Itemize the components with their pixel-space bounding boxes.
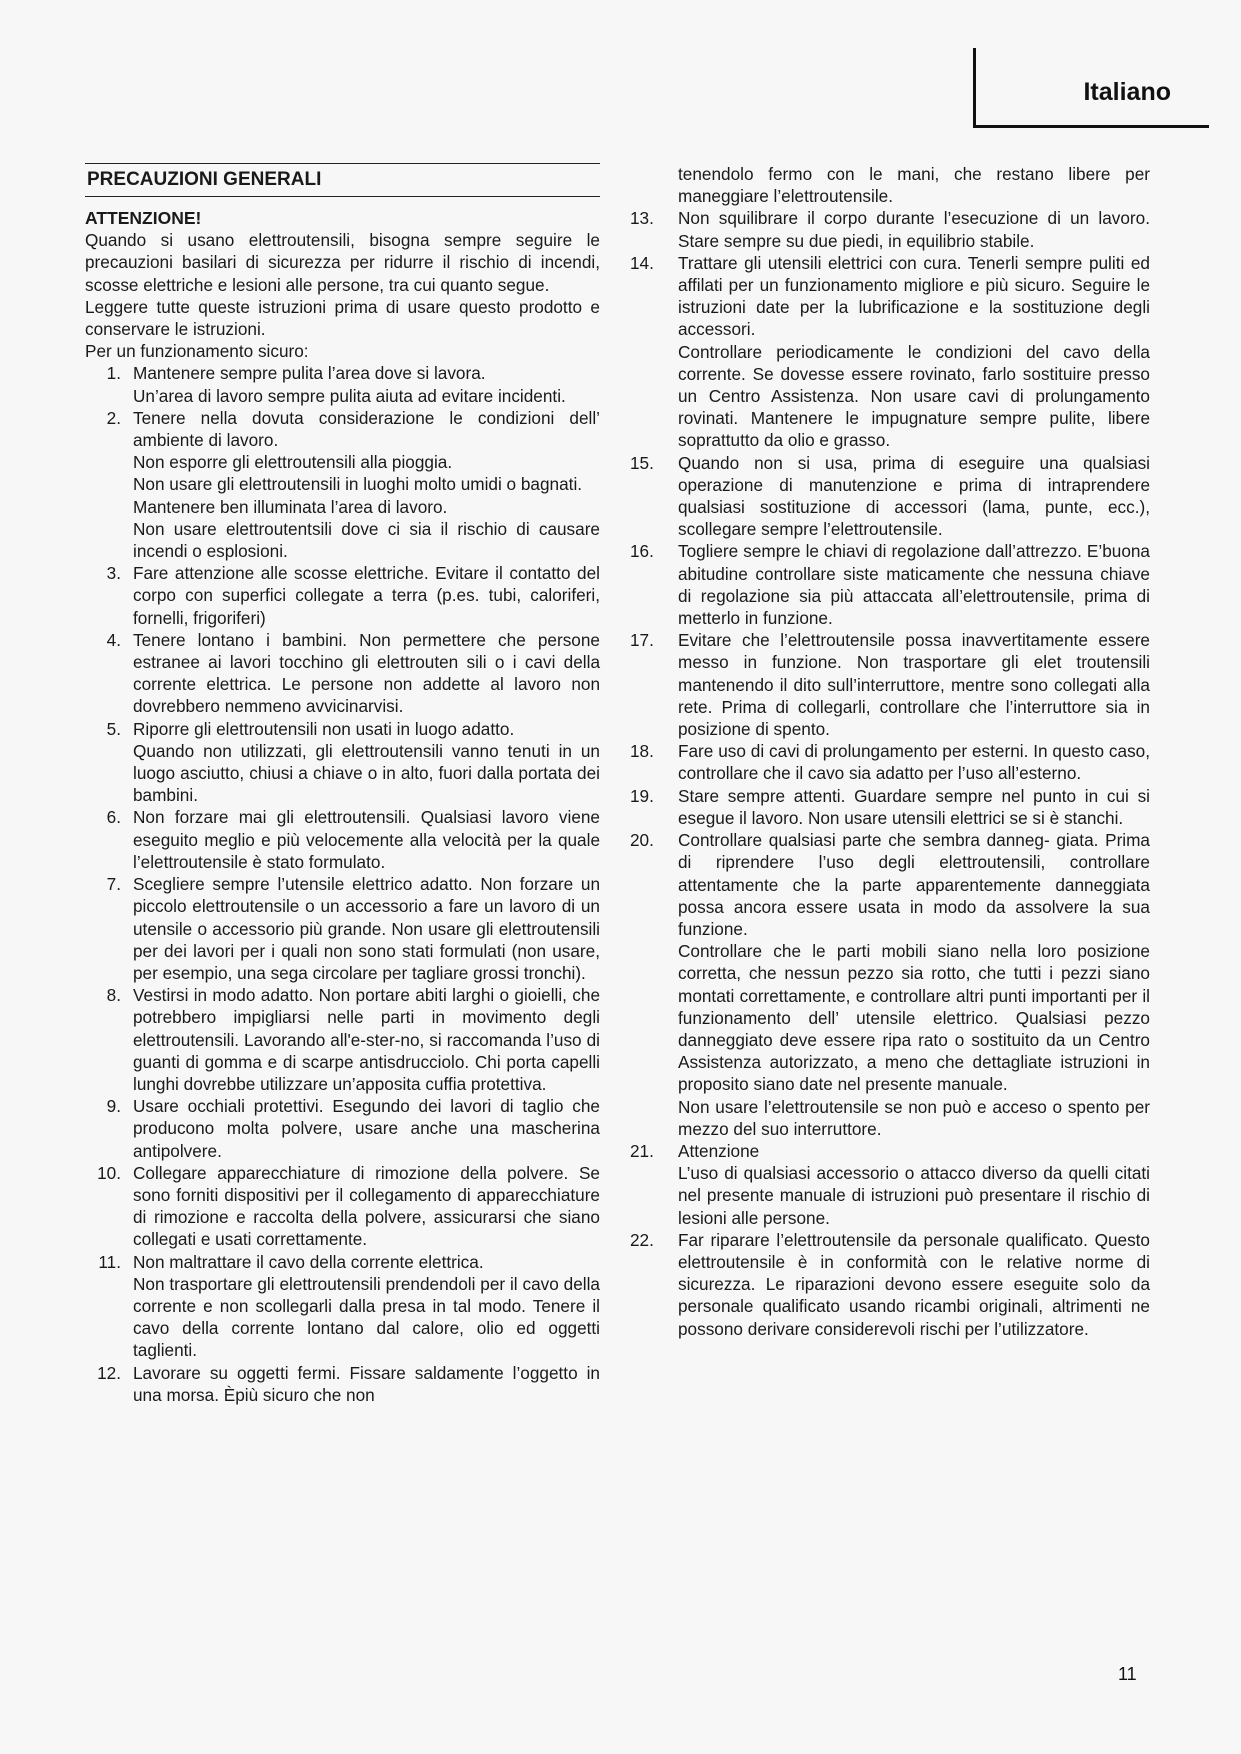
item-number: 10. bbox=[97, 1162, 121, 1183]
list-item bbox=[85, 407, 600, 562]
list-item bbox=[85, 1251, 600, 1362]
list-item bbox=[85, 362, 600, 406]
item-text: Fare attenzione alle scosse elettriche. Evitare il contatto del corpo con superfici collegate a terra (p.es. tubi, caloriferi, fornelli, frigoriferi) bbox=[133, 563, 600, 628]
list-item bbox=[85, 1095, 600, 1162]
item-body bbox=[678, 540, 1150, 629]
item-number: 13. bbox=[630, 208, 654, 229]
item-text: Togliere sempre le chiavi di regolazione dall’attrezzo. E’buona abitudine controllare siste maticamente che nessuna chiave di regolazione sia più attaccata all’elettroutensile, prima di metterlo in funzione. bbox=[678, 541, 1150, 629]
item-body bbox=[133, 562, 600, 629]
list-item bbox=[85, 806, 600, 873]
item-text: Lavorare su oggetti fermi. Fissare saldamente l’oggetto in una morsa. Èpiù sicuro che non bbox=[133, 1362, 600, 1405]
list-item bbox=[630, 252, 1150, 452]
item-body bbox=[678, 452, 1150, 541]
item-body bbox=[133, 873, 600, 984]
item-number: 7. bbox=[106, 874, 121, 895]
item-text: Quando non si usa, prima di eseguire una qualsiasi operazione di manutenzione e prima di intraprendere qualsiasi sostituzione di accessori (lama, punte, ecc.), scollegare sempre l’elettroutensile. bbox=[678, 452, 1150, 540]
item-text: Mantenere sempre pulita l’area dove si lavora. bbox=[133, 363, 486, 384]
item-text: Un’area di lavoro sempre pulita aiuta ad evitare incidenti. bbox=[133, 385, 566, 406]
intro-paragraph: Per un funzionamento sicuro: bbox=[85, 341, 309, 362]
warning-heading: ATTENZIONE! bbox=[85, 208, 202, 228]
item-number: 21. bbox=[630, 1140, 654, 1161]
list-item bbox=[85, 1162, 600, 1251]
item-text: Fare uso di cavi di prolungamento per esterni. In questo caso, controllare che il cavo sia adatto per l’uso all’esterno. bbox=[678, 741, 1150, 784]
item-text: Mantenere ben illuminata l’area di lavoro. bbox=[133, 496, 448, 517]
item-body bbox=[133, 984, 600, 1095]
item-number: 12. bbox=[97, 1362, 121, 1383]
item-number: 20. bbox=[630, 830, 654, 851]
item-number: 16. bbox=[630, 541, 654, 562]
list-item bbox=[630, 452, 1150, 541]
item-body bbox=[133, 806, 600, 873]
item-text: Attenzione bbox=[678, 1140, 760, 1161]
item-body bbox=[133, 407, 600, 562]
item-number: 14. bbox=[630, 252, 654, 273]
list-item bbox=[85, 1362, 600, 1406]
list-item bbox=[630, 1140, 1150, 1229]
item-text: L’uso di qualsiasi accessorio o attacco diverso da quelli citati nel presente manuale di istruzioni può presentare il rischio di lesioni alle persone. bbox=[678, 1163, 1150, 1228]
section-title: PRECAUZIONI GENERALI bbox=[85, 163, 600, 197]
item-text: Riporre gli elettroutensili non usati in luogo adatto. bbox=[133, 718, 515, 739]
list-item bbox=[630, 629, 1150, 740]
item-body bbox=[133, 629, 600, 718]
item-body bbox=[678, 1229, 1150, 1340]
list-item bbox=[630, 740, 1150, 784]
item-text: Non squilibrare il corpo durante l’esecuzione di un lavoro. Stare sempre su due piedi, in equilibrio stabile. bbox=[678, 208, 1150, 251]
item-body bbox=[678, 207, 1150, 251]
item-text: Tenere nella dovuta considerazione le condizioni dell’ ambiente di lavoro. bbox=[133, 407, 600, 451]
item-body bbox=[133, 362, 600, 406]
list-item bbox=[85, 629, 600, 718]
item-text: Tenere lontano i bambini. Non permettere che persone estranee ai lavori tocchino gli elettrouten sili o i cavi della corrente elettrica. Le persone non addette al lavoro non dovrebbero nemmeno avvicinarvisi. bbox=[133, 629, 600, 717]
item-text: Non trasportare gli elettroutensili prendendoli per il cavo della corrente e non scollegarli dalla presa in tal modo. Tenere il cavo della corrente lontano dal calore, olio ed oggetti taglienti. bbox=[133, 1273, 600, 1361]
item-number: 22. bbox=[630, 1229, 654, 1250]
item-number: 18. bbox=[630, 741, 654, 762]
item-text: Vestirsi in modo adatto. Non portare abiti larghi o gioielli, che potrebbero impigliarsi nelle parti in movimento degli elettroutensili. Lavorando all'e-ster-no, si raccomanda l’uso di guanti di gomma e di scarpe antisdrucciolo. Chi porta capelli lunghi dovrebbe utilizzare un’apposita cuffia protettiva. bbox=[133, 985, 600, 1094]
item-number: 19. bbox=[630, 785, 654, 806]
list-item bbox=[630, 207, 1150, 251]
page-number: 11 bbox=[1118, 1664, 1137, 1684]
item-number: 17. bbox=[630, 630, 654, 651]
item-number: 8. bbox=[106, 985, 121, 1006]
list-item bbox=[630, 829, 1150, 1140]
list-item bbox=[630, 1229, 1150, 1340]
item-body bbox=[678, 829, 1150, 1140]
continuation-text: tenendolo fermo con le mani, che restano libere per maneggiare l’elettroutensile. bbox=[678, 164, 1150, 207]
item-text: Scegliere sempre l’utensile elettrico adatto. Non forzare un piccolo elettroutensile o un accessorio a fare un lavoro di un utensile o accessorio più grande. Non usare gli elettroutensili per dei lavori per i quali non sono stati formulati (non usare, per esempio, una sega circolare per tagliare grossi tronchi). bbox=[133, 874, 600, 983]
item-text: Non maltrattare il cavo della corrente elettrica. bbox=[133, 1251, 484, 1272]
item-body bbox=[678, 629, 1150, 740]
item-body bbox=[133, 1162, 600, 1251]
item-number: 6. bbox=[106, 807, 121, 828]
item-number: 5. bbox=[106, 718, 121, 739]
precautions-list-left bbox=[85, 362, 600, 1406]
list-item bbox=[85, 873, 600, 984]
item-text: Usare occhiali protettivi. Esegundo dei lavori di taglio che producono molta polvere, usare anche una mascherina antipolvere. bbox=[133, 1096, 600, 1161]
item-number: 9. bbox=[106, 1096, 121, 1117]
item-text: Non usare gli elettroutensili in luoghi molto umidi o bagnati. bbox=[133, 474, 583, 495]
item-number: 3. bbox=[106, 563, 121, 584]
language-label: Italiano bbox=[1083, 78, 1171, 106]
list-item bbox=[85, 562, 600, 629]
item-text: Non usare elettroutentsili dove ci sia il rischio di causare incendi o esplosioni. bbox=[133, 518, 600, 562]
list-item bbox=[630, 540, 1150, 629]
item-body bbox=[133, 1251, 600, 1362]
item-text: Trattare gli utensili elettrici con cura. Tenerli sempre puliti ed affilati per un funzionamento migliore e più sicuro. Seguire le istruzioni date per la lubrificazione e la sostituzione degli accessori. bbox=[678, 252, 1150, 340]
item-number: 15. bbox=[630, 452, 654, 473]
item-body bbox=[133, 1362, 600, 1406]
item-number: 2. bbox=[106, 407, 121, 428]
list-item bbox=[630, 785, 1150, 829]
item-text: Non esporre gli elettroutensili alla pioggia. bbox=[133, 452, 453, 473]
item-text: Non forzare mai gli elettroutensili. Qualsiasi lavoro viene eseguito meglio e più velocemente alla velocità per la quale l’elettroutensile è stato formulato. bbox=[133, 807, 600, 872]
item-text: Far riparare l’elettroutensile da personale qualificato. Questo elettroutensile è in conformità con le relative norme di sicurezza. Le riparazioni devono essere eseguite solo da personale qualificato usando ricambi originali, altrimenti ne possono derivare considerevoli rischi per l’utilizzatore. bbox=[678, 1229, 1150, 1339]
item-number: 1. bbox=[106, 363, 121, 384]
right-column bbox=[630, 163, 1150, 1340]
item-body bbox=[133, 718, 600, 807]
item-body bbox=[678, 740, 1150, 784]
language-tab bbox=[973, 48, 1209, 128]
item-body bbox=[678, 252, 1150, 452]
item-text: Controllare qualsiasi parte che sembra danneg- giata. Prima di riprendere l’uso degli elettroutensili, controllare attentamente che la parte apparentemente danneggiata possa ancora essere usata in modo da assolvere la sua funzione. bbox=[678, 830, 1150, 939]
item-text: Controllare che le parti mobili siano nella loro posizione corretta, che nessun pezzo sia rotto, che tutti i pezzi siano montati correttamente, e controllare altri punti importanti per il funzionamento dell’ utensile elettrico. Qualsiasi pezzo danneggiato deve essere ripa rato o sostituito da un Centro Assistenza autorizzato, a meno che dettagliate istruzioni in proposito siano date nel presente manuale. bbox=[678, 941, 1150, 1095]
item-text: Non usare l’elettroutensile se non può e acceso o spento per mezzo del suo interruttore. bbox=[678, 1096, 1150, 1139]
item-text: Controllare periodicamente le condizioni del cavo della corrente. Se dovesse essere rovinato, farlo sostituire presso un Centro Assistenza. Non usare cavi di prolungamento rovinati. Mantenere le impugnature sempre pulite, libere soprattutto da olio e grasso. bbox=[678, 341, 1150, 451]
list-item bbox=[85, 984, 600, 1095]
precautions-list-right bbox=[630, 207, 1150, 1339]
item-text: Stare sempre attenti. Guardare sempre nel punto in cui si esegue il lavoro. Non usare utensili elettrici se si è stanchi. bbox=[678, 785, 1150, 828]
list-item bbox=[85, 718, 600, 807]
item-text: Collegare apparecchiature di rimozione della polvere. Se sono forniti dispositivi per il collegamento di apparecchiature di rimozione e raccolta della polvere, assicurarsi che siano collegati e usati correttamente. bbox=[133, 1162, 600, 1250]
intro-paragraph: Leggere tutte queste istruzioni prima di usare questo prodotto e conservare le istruzioni. bbox=[85, 296, 600, 340]
item-text: Quando non utilizzati, gli elettroutensili vanno tenuti in un luogo asciutto, chiusi a chiave o in alto, fuori dalla portata dei bambini. bbox=[133, 740, 600, 806]
item-number: 4. bbox=[106, 629, 121, 650]
left-column bbox=[85, 163, 600, 1406]
item-body bbox=[678, 1140, 1150, 1229]
item-text: Evitare che l’elettroutensile possa inavvertitamente essere messo in funzione. Non trasportare gli elet troutensili mantenendo il dito sull’interruttore, mentre sono collegati alla rete. Prima di collegarli, controllare che l’interruttore sia in posizione di spento. bbox=[678, 630, 1150, 740]
item-number: 11. bbox=[98, 1251, 121, 1272]
item-body bbox=[133, 1095, 600, 1162]
item-body bbox=[678, 785, 1150, 829]
intro-paragraph: Quando si usano elettroutensili, bisogna sempre seguire le precauzioni basilari di sicurezza per ridurre il rischio di incendi, scosse elettriche e lesioni alle persone, tra cui quanto segue. bbox=[85, 230, 600, 295]
